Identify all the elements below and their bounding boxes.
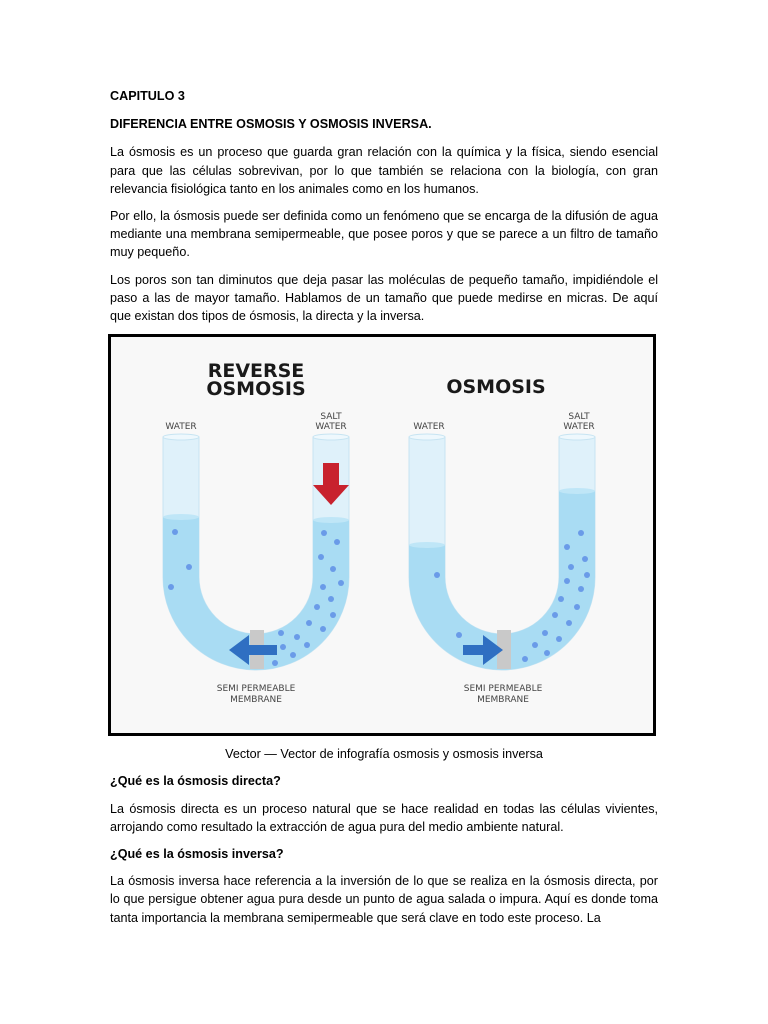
reverse-label-salt: SALT bbox=[320, 412, 342, 423]
osmosis-membrane-label-1: SEMI PERMEABLE bbox=[463, 684, 543, 695]
osmosis-infographic bbox=[108, 334, 656, 736]
question-1: ¿Qué es la ósmosis directa? bbox=[110, 774, 281, 789]
paragraph-2: Por ello, la ósmosis puede ser definida como un fenómeno que se encarga de la difusión de agua mediante una membrana semipermeable, que posee poros y que se parece a un filtro de tamaño muy pequeño. bbox=[110, 209, 658, 260]
reverse-membrane-label-2: MEMBRANE bbox=[230, 695, 282, 706]
reverse-label-salt-water: WATER bbox=[315, 422, 347, 433]
osmosis-label-salt-water: WATER bbox=[563, 422, 595, 433]
chapter-heading: CAPITULO 3 bbox=[110, 89, 185, 103]
osmosis-membrane-label-2: MEMBRANE bbox=[477, 695, 529, 706]
reverse-title-line2: OSMOSIS bbox=[206, 378, 306, 401]
paragraph-3: Los poros son tan diminutos que deja pasar las moléculas de pequeño tamaño, impidiéndole el paso a las de mayor tamaño. Hablamos de un tamaño que puede medirse en micras. De aquí que existan dos tipos de ósmosis, la directa y la inversa. bbox=[110, 272, 658, 324]
infographic-svg bbox=[111, 337, 653, 733]
osmosis-label-water: WATER bbox=[413, 422, 445, 433]
answer-1: La ósmosis directa es un proceso natural que se hace realidad en todas las células vivientes, arrojando como resultado la extracción de agua pura del medio ambiente natural. bbox=[110, 801, 658, 834]
reverse-title-line1: REVERSE bbox=[207, 360, 305, 383]
osmosis-label-salt: SALT bbox=[568, 412, 590, 423]
paragraph-1: La ósmosis es un proceso que guarda gran relación con la química y la física, siendo esencial para que las células sobrevivan, por lo que también se relaciona con la biología, con gran relevancia fisiológica tanto en los animales como en los humanos. bbox=[110, 145, 658, 196]
osmosis-title: OSMOSIS bbox=[446, 376, 546, 399]
answer-2: La ósmosis inversa hace referencia a la inversión de lo que se realiza en la ósmosis directa, por lo que persigue obtener agua pura desde un punto de agua salada o impura. Aquí es donde toma tanta importancia la membrana semipermeable que será clave en todo este proceso. La bbox=[110, 874, 658, 925]
reverse-membrane-label-1: SEMI PERMEABLE bbox=[216, 684, 296, 695]
reverse-label-water: WATER bbox=[165, 422, 197, 433]
figure-caption: Vector — Vector de infografía osmosis y osmosis inversa bbox=[225, 747, 543, 762]
section-title: DIFERENCIA ENTRE OSMOSIS Y OSMOSIS INVERSA. bbox=[110, 117, 432, 132]
question-2: ¿Qué es la ósmosis inversa? bbox=[110, 847, 284, 862]
document-page bbox=[110, 87, 658, 936]
